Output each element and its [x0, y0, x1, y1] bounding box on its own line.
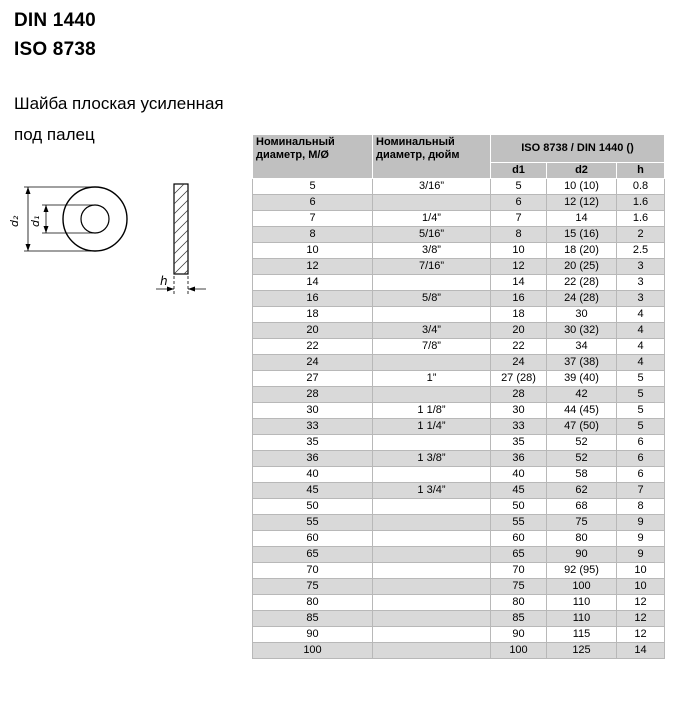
cell-nominal_mm: 30 — [253, 403, 373, 419]
cell-h: 2.5 — [617, 243, 665, 259]
cell-d1: 33 — [491, 419, 547, 435]
dim-d2-label: d₂ — [8, 215, 21, 227]
cell-nominal_mm: 27 — [253, 371, 373, 387]
cell-d1: 28 — [491, 387, 547, 403]
cell-d1: 40 — [491, 467, 547, 483]
table-row — [253, 515, 665, 531]
cell-nominal_inch: 3/4” — [373, 323, 491, 339]
cell-d2: 90 — [547, 547, 617, 563]
cell-h: 1.6 — [617, 211, 665, 227]
cell-h: 7 — [617, 483, 665, 499]
cell-h: 9 — [617, 515, 665, 531]
cell-d2: 115 — [547, 627, 617, 643]
table-row — [253, 195, 665, 211]
table-row — [253, 419, 665, 435]
cell-nominal_mm: 75 — [253, 579, 373, 595]
cell-h: 3 — [617, 275, 665, 291]
cell-nominal_mm: 18 — [253, 307, 373, 323]
cell-d1: 90 — [491, 627, 547, 643]
cell-d1: 70 — [491, 563, 547, 579]
cell-nominal_inch — [373, 467, 491, 483]
cell-nominal_inch — [373, 499, 491, 515]
cell-nominal_mm: 80 — [253, 595, 373, 611]
cell-nominal_mm: 100 — [253, 643, 373, 659]
cell-d1: 80 — [491, 595, 547, 611]
cell-nominal_inch — [373, 595, 491, 611]
table-row — [253, 355, 665, 371]
cell-nominal_inch: 3/8” — [373, 243, 491, 259]
cell-h: 12 — [617, 595, 665, 611]
cell-h: 8 — [617, 499, 665, 515]
cell-h: 5 — [617, 419, 665, 435]
cell-d2: 62 — [547, 483, 617, 499]
cell-d2: 37 (38) — [547, 355, 617, 371]
cell-d1: 35 — [491, 435, 547, 451]
cell-nominal_mm: 24 — [253, 355, 373, 371]
cell-d1: 6 — [491, 195, 547, 211]
cell-d1: 14 — [491, 275, 547, 291]
table-row — [253, 179, 665, 195]
table-row — [253, 275, 665, 291]
cell-d1: 5 — [491, 179, 547, 195]
cell-nominal_mm: 45 — [253, 483, 373, 499]
cell-d2: 10 (10) — [547, 179, 617, 195]
cell-h: 4 — [617, 323, 665, 339]
cell-nominal_mm: 90 — [253, 627, 373, 643]
table-row — [253, 547, 665, 563]
table-row — [253, 291, 665, 307]
standards-block — [14, 6, 96, 64]
cell-nominal_mm: 33 — [253, 419, 373, 435]
col-header-d1: d1 — [491, 163, 547, 179]
cell-nominal_inch — [373, 435, 491, 451]
cell-d2: 58 — [547, 467, 617, 483]
cell-d2: 42 — [547, 387, 617, 403]
col-header-nominal-mm: Номинальный диаметр, M/Ø — [253, 135, 373, 179]
cell-nominal_inch: 1 3/8” — [373, 451, 491, 467]
cell-h: 4 — [617, 355, 665, 371]
table-row — [253, 323, 665, 339]
cell-nominal_inch — [373, 643, 491, 659]
iso-standard-title: ISO 8738 — [14, 39, 96, 60]
table-row — [253, 499, 665, 515]
cell-d2: 18 (20) — [547, 243, 617, 259]
cell-nominal_inch: 1/4” — [373, 211, 491, 227]
cell-d2: 39 (40) — [547, 371, 617, 387]
washer-side-view — [174, 184, 188, 274]
cell-nominal_inch — [373, 355, 491, 371]
washer-front-view — [63, 187, 127, 251]
cell-nominal_mm: 85 — [253, 611, 373, 627]
cell-d1: 65 — [491, 547, 547, 563]
cell-d2: 125 — [547, 643, 617, 659]
table-row — [253, 227, 665, 243]
col-header-d2: d2 — [547, 163, 617, 179]
cell-nominal_mm: 14 — [253, 275, 373, 291]
cell-d2: 47 (50) — [547, 419, 617, 435]
cell-nominal_mm: 35 — [253, 435, 373, 451]
cell-nominal_inch — [373, 579, 491, 595]
table-row — [253, 307, 665, 323]
cell-d1: 10 — [491, 243, 547, 259]
cell-nominal_inch — [373, 627, 491, 643]
cell-d1: 8 — [491, 227, 547, 243]
cell-d1: 85 — [491, 611, 547, 627]
cell-d2: 20 (25) — [547, 259, 617, 275]
cell-nominal_mm: 36 — [253, 451, 373, 467]
cell-nominal_mm: 6 — [253, 195, 373, 211]
cell-nominal_inch — [373, 611, 491, 627]
table-row — [253, 531, 665, 547]
cell-h: 9 — [617, 547, 665, 563]
cell-nominal_mm: 20 — [253, 323, 373, 339]
cell-d1: 24 — [491, 355, 547, 371]
cell-d1: 27 (28) — [491, 371, 547, 387]
cell-d1: 36 — [491, 451, 547, 467]
cell-d2: 92 (95) — [547, 563, 617, 579]
cell-d2: 80 — [547, 531, 617, 547]
table-row — [253, 483, 665, 499]
cell-h: 2 — [617, 227, 665, 243]
cell-d2: 68 — [547, 499, 617, 515]
table-row — [253, 467, 665, 483]
dimensions-table — [252, 134, 665, 659]
cell-d1: 100 — [491, 643, 547, 659]
cell-nominal_inch — [373, 195, 491, 211]
cell-d1: 18 — [491, 307, 547, 323]
table-row — [253, 243, 665, 259]
cell-h: 5 — [617, 403, 665, 419]
dimension-h — [156, 274, 206, 295]
cell-d2: 52 — [547, 435, 617, 451]
cell-nominal_mm: 40 — [253, 467, 373, 483]
cell-nominal_mm: 7 — [253, 211, 373, 227]
cell-d1: 50 — [491, 499, 547, 515]
cell-d1: 7 — [491, 211, 547, 227]
cell-d1: 60 — [491, 531, 547, 547]
cell-nominal_inch: 1 1/4” — [373, 419, 491, 435]
cell-h: 0.8 — [617, 179, 665, 195]
cell-h: 10 — [617, 563, 665, 579]
cell-nominal_inch: 5/8” — [373, 291, 491, 307]
cell-nominal_mm: 65 — [253, 547, 373, 563]
cell-d2: 100 — [547, 579, 617, 595]
cell-d2: 30 (32) — [547, 323, 617, 339]
dim-h-label: h — [160, 274, 168, 288]
cell-nominal_inch — [373, 515, 491, 531]
table-header — [253, 135, 665, 179]
product-name-line1: Шайба плоская усиленная — [14, 94, 224, 113]
cell-d2: 30 — [547, 307, 617, 323]
dim-d1-label: d₁ — [29, 215, 42, 227]
cell-nominal_mm: 5 — [253, 179, 373, 195]
cell-d1: 22 — [491, 339, 547, 355]
cell-d1: 30 — [491, 403, 547, 419]
cell-nominal_mm: 50 — [253, 499, 373, 515]
cell-nominal_inch — [373, 307, 491, 323]
table-row — [253, 387, 665, 403]
cell-d1: 16 — [491, 291, 547, 307]
cell-nominal_inch: 1” — [373, 371, 491, 387]
cell-d2: 34 — [547, 339, 617, 355]
cell-d2: 110 — [547, 611, 617, 627]
cell-h: 10 — [617, 579, 665, 595]
product-name-block — [14, 88, 224, 150]
cell-nominal_inch — [373, 275, 491, 291]
table-row — [253, 339, 665, 355]
washer-technical-drawing — [8, 175, 243, 320]
cell-d1: 12 — [491, 259, 547, 275]
cell-h: 4 — [617, 339, 665, 355]
cell-nominal_inch: 5/16” — [373, 227, 491, 243]
cell-nominal_inch: 3/16” — [373, 179, 491, 195]
cell-d1: 55 — [491, 515, 547, 531]
cell-d2: 75 — [547, 515, 617, 531]
din-standard-title: DIN 1440 — [14, 10, 96, 31]
cell-nominal_mm: 60 — [253, 531, 373, 547]
cell-d1: 45 — [491, 483, 547, 499]
table-row — [253, 211, 665, 227]
cell-nominal_inch — [373, 387, 491, 403]
washer-drawing-svg — [8, 175, 243, 315]
table-row — [253, 579, 665, 595]
table-row — [253, 643, 665, 659]
cell-nominal_inch: 1 3/4” — [373, 483, 491, 499]
table-row — [253, 403, 665, 419]
cell-nominal_inch — [373, 531, 491, 547]
cell-d2: 24 (28) — [547, 291, 617, 307]
cell-nominal_mm: 10 — [253, 243, 373, 259]
cell-h: 5 — [617, 371, 665, 387]
cell-d2: 52 — [547, 451, 617, 467]
col-header-nominal-inch: Номинальный диаметр, дюйм — [373, 135, 491, 179]
cell-d2: 110 — [547, 595, 617, 611]
cell-nominal_inch — [373, 563, 491, 579]
product-name-line2: под палец — [14, 125, 95, 144]
cell-nominal_mm: 55 — [253, 515, 373, 531]
cell-h: 12 — [617, 627, 665, 643]
cell-nominal_inch — [373, 547, 491, 563]
cell-h: 6 — [617, 451, 665, 467]
cell-d2: 15 (16) — [547, 227, 617, 243]
cell-d2: 22 (28) — [547, 275, 617, 291]
table-row — [253, 259, 665, 275]
cell-nominal_inch: 7/8” — [373, 339, 491, 355]
cell-d2: 14 — [547, 211, 617, 227]
cell-nominal_mm: 16 — [253, 291, 373, 307]
cell-nominal_mm: 8 — [253, 227, 373, 243]
col-header-standards-group: ISO 8738 / DIN 1440 () — [491, 135, 665, 163]
dimension-d2 — [8, 187, 95, 251]
cell-nominal_mm: 28 — [253, 387, 373, 403]
table-row — [253, 371, 665, 387]
cell-nominal_mm: 12 — [253, 259, 373, 275]
cell-d2: 12 (12) — [547, 195, 617, 211]
cell-nominal_inch: 7/16” — [373, 259, 491, 275]
cell-d1: 20 — [491, 323, 547, 339]
table-body — [253, 179, 665, 659]
table-row — [253, 563, 665, 579]
cell-h: 1.6 — [617, 195, 665, 211]
cell-nominal_mm: 70 — [253, 563, 373, 579]
table-row — [253, 611, 665, 627]
cell-h: 6 — [617, 435, 665, 451]
cell-h: 6 — [617, 467, 665, 483]
cell-h: 14 — [617, 643, 665, 659]
cell-h: 3 — [617, 291, 665, 307]
cell-h: 9 — [617, 531, 665, 547]
cell-h: 5 — [617, 387, 665, 403]
table-row — [253, 451, 665, 467]
cell-d1: 75 — [491, 579, 547, 595]
table-row — [253, 627, 665, 643]
table-row — [253, 595, 665, 611]
cell-d2: 44 (45) — [547, 403, 617, 419]
cell-h: 3 — [617, 259, 665, 275]
cell-nominal_mm: 22 — [253, 339, 373, 355]
table-row — [253, 435, 665, 451]
col-header-h: h — [617, 163, 665, 179]
cell-h: 12 — [617, 611, 665, 627]
cell-h: 4 — [617, 307, 665, 323]
cell-nominal_inch: 1 1/8” — [373, 403, 491, 419]
